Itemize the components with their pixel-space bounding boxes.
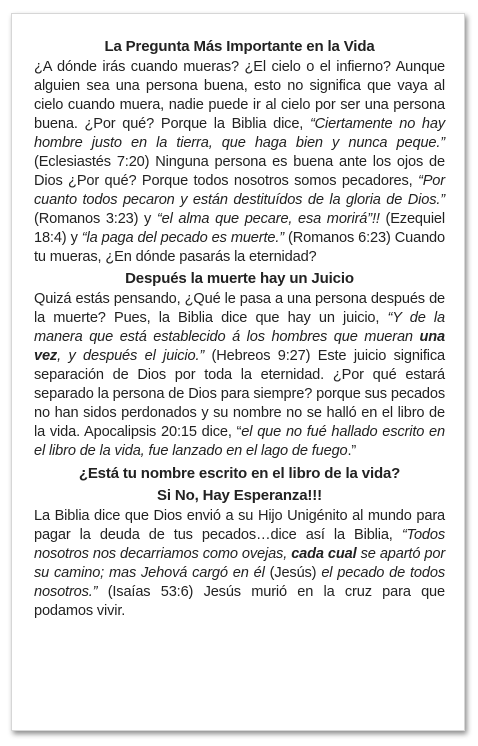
- paragraph-after-death: [34, 290, 445, 461]
- paragraph-god-sent-son: [34, 507, 445, 621]
- quote-isaiah-part3: el pecado de todos nosotros.”: [34, 565, 445, 600]
- text-segment: (Ezequiel 18:4) y: [34, 211, 445, 246]
- heading-judgment: Después la muerte hay un Juicio: [125, 270, 354, 287]
- text-segment: (Hebreos 9:27) Este juicio significa separación de Dios por toda la eternidad. ¿Por qué estará separado la persona de Dios para siempre? porque sus pecados no han sidos perdonados y su nombre no se halló en el libro de la vida. Apocalipsis 20:15 dice, “: [34, 348, 445, 440]
- text-segment: .”: [347, 443, 357, 459]
- quote-isaiah-part1: “Todos nosotros nos decarriamos como ovejas,: [34, 527, 445, 562]
- text-segment: ¿A dónde irás cuando mueras? ¿El cielo o el infierno? Aunque alguien sea una persona buena, esto no significa que vaya al cielo cuando muera, nadie puede ir al cielo por ser una persona buena. ¿Por qué? Porque la Biblia dice,: [34, 59, 445, 132]
- quote-revelation: el que no fué hallado escrito en el libro de la vida, fue lanzado en el lago de fuego: [34, 424, 445, 459]
- text-segment: (Isaías 53:6) Jesús murió en la cruz para que podamos vivir.: [34, 584, 445, 619]
- text-segment: (Eclesiastés 7:20) Ninguna persona es buena ante los ojos de Dios ¿Por qué? Porque todos nosotros somos pecadores,: [34, 154, 445, 189]
- quote-isaiah-part2: se apartó por su camino; mas Jehová cargó en él: [34, 546, 446, 581]
- quote-hebrews-part1: “Y de la manera que está establecido á los hombres que mueran: [34, 310, 445, 345]
- paragraph-where-will-you-go: [34, 58, 445, 267]
- text-segment: (Jesús): [264, 565, 322, 581]
- quote-hebrews-part2: , y después el juicio.”: [57, 348, 205, 364]
- heading-book-of-life: ¿Está tu nombre escrito en el libro de la vida?: [78, 465, 401, 482]
- quote-romans-6-23: “la paga del pecado es muerte.”: [81, 230, 284, 246]
- quote-romans-3-23: “Por cuanto todos pecaron y están destituídos de la gloria de Dios.”: [34, 173, 445, 208]
- quote-ecclesiastes: “Ciertamente no hay hombre justo en la tierra, que haga bien y nunca peque.”: [34, 116, 446, 151]
- text-segment: La Biblia dice que Dios envió a su Hijo Unigénito al mundo para pagar la deuda de tus pecados…dice así la Biblia,: [34, 508, 445, 543]
- quote-hebrews-emphasis: una vez: [34, 329, 445, 364]
- heading-important-question: La Pregunta Más Importante en la Vida: [104, 38, 375, 55]
- heading-there-is-hope: Si No, Hay Esperanza!!!: [157, 487, 322, 504]
- text-segment: Quizá estás pensando, ¿Qué le pasa a una persona después de la muerte? Pues, la Biblia dice que hay un juicio,: [34, 291, 445, 326]
- tract-content: [34, 37, 445, 621]
- text-segment: (Romanos 6:23) Cuando tu mueras, ¿En dónde pasarás la eternidad?: [34, 230, 445, 265]
- quote-isaiah-emphasis: cada cual: [291, 546, 357, 562]
- quote-ezekiel: “el alma que pecare, esa morirá”!!: [156, 211, 380, 227]
- text-segment: (Romanos 3:23) y: [34, 211, 157, 227]
